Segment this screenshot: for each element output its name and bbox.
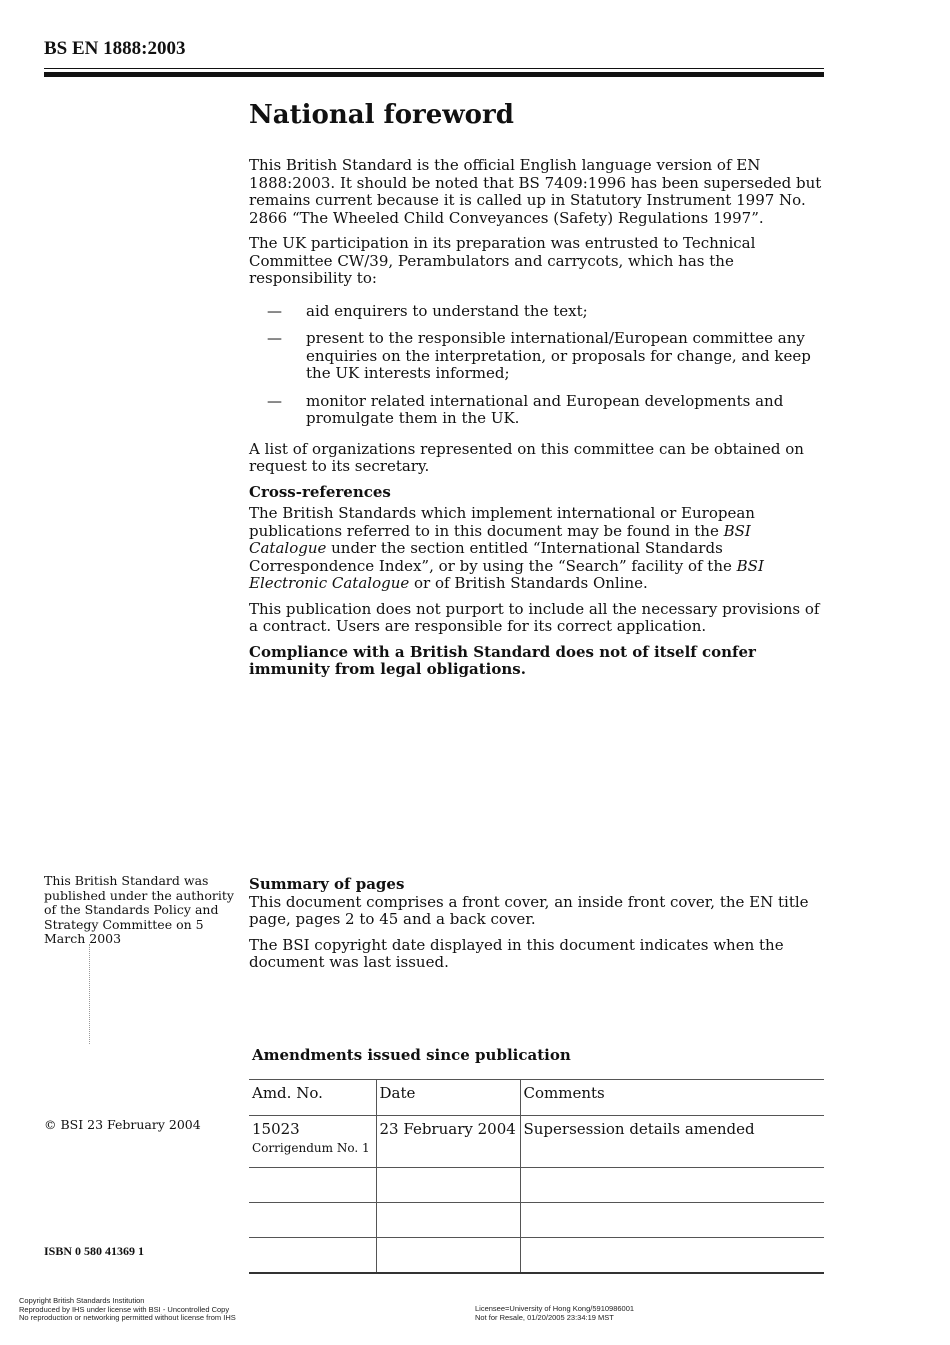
table-row	[249, 1116, 824, 1168]
document-id: BS EN 1888:2003	[44, 38, 186, 59]
summary-heading: Summary of pages	[249, 875, 405, 893]
cross-references-heading: Cross-references	[249, 482, 391, 501]
table-row	[249, 1168, 824, 1203]
summary-section	[249, 876, 827, 980]
margin-dotted-line	[89, 944, 90, 1044]
list-item	[249, 393, 827, 428]
column-header-date: Date	[376, 1080, 520, 1116]
page-title: National foreword	[249, 100, 514, 130]
list-item-text: monitor related international and European developments and promulgate them in the UK.	[306, 391, 784, 427]
table-header-row	[249, 1080, 824, 1116]
comments-cell: Supersession details amended	[520, 1116, 824, 1168]
column-header-amd-no: Amd. No.	[249, 1080, 376, 1116]
publication-authority-note: This British Standard was published under the authority of the Standards Policy and Strategy Committee on 5 March 2003	[44, 873, 234, 946]
header-rule-thin	[44, 68, 824, 69]
date-cell: 23 February 2004	[376, 1116, 520, 1168]
header-rule-thick	[44, 72, 824, 77]
bsi-catalogue-title: BSI Catalogue	[249, 521, 751, 557]
amd-sub-label: Corrigendum No. 1	[252, 1141, 370, 1155]
foreword-body	[249, 157, 827, 687]
column-header-comments: Comments	[520, 1080, 824, 1116]
dash-bullet: —	[267, 391, 282, 410]
list-item	[249, 330, 827, 383]
amd-no: 15023	[252, 1120, 300, 1138]
cross-references-paragraph-1: The British Standards which implement international or European publications referred to in this document may be found in the BSI Catalogue under the section entitled “International Standards Correspondence Index”, or by using the “Search” facility of the BSI Electronic Catalogue or of British Standards Online.	[249, 504, 764, 592]
amendments-title: Amendments issued since publication	[252, 1046, 571, 1064]
summary-paragraph-2: The BSI copyright date displayed in this document indicates when the document was last issued.	[249, 935, 784, 971]
amd-no-cell	[249, 1116, 376, 1168]
compliance-statement: Compliance with a British Standard does not of itself confer immunity from legal obligations.	[249, 642, 756, 678]
bsi-electronic-catalogue-title: BSI Electronic Catalogue	[249, 556, 764, 592]
intro-paragraph-1: This British Standard is the official English language version of EN 1888:2003. It should be noted that BS 7409:1996 has been superseded but remains current because it is called up in Statutory Instrument 1997 No. 2866 “The Wheeled Child Conveyances (Safety) Regulations 1997”.	[249, 156, 822, 227]
intro-paragraph-2: The UK participation in its preparation was entrusted to Technical Committee CW/39, Perambulators and carrycots, which has the responsibility to:	[249, 234, 756, 287]
footer-copyright-notice: Copyright British Standards Institution Reproduced by IHS under license with BSI - Uncontrolled Copy No reproduction or networking permitted without license from IHS	[19, 1296, 236, 1322]
isbn: ISBN 0 580 41369 1	[44, 1244, 145, 1258]
copyright-date: © BSI 23 February 2004	[44, 1117, 201, 1132]
list-item-text: aid enquirers to understand the text;	[306, 301, 588, 320]
list-item	[249, 303, 827, 321]
table-row	[249, 1203, 824, 1238]
list-item-text: present to the responsible international/European committee any enquiries on the interpretation, or proposals for change, and keep the UK interests informed;	[306, 329, 811, 382]
summary-paragraph-1: This document comprises a front cover, an inside front cover, the EN title page, pages 2 to 45 and a back cover.	[249, 892, 809, 928]
intro-paragraph-3: A list of organizations represented on this committee can be obtained on request to its secretary.	[249, 439, 804, 475]
dash-bullet: —	[267, 329, 282, 347]
footer-licensee-notice: Licensee=University of Hong Kong/5910986001 Not for Resale, 01/20/2005 23:34:19 MST	[475, 1304, 635, 1322]
dash-bullet: —	[267, 301, 282, 320]
table-row	[249, 1238, 824, 1273]
amendments-table	[249, 1079, 824, 1274]
cross-references-paragraph-2: This publication does not purport to include all the necessary provisions of a contract. Users are responsible for its correct application.	[249, 599, 820, 635]
